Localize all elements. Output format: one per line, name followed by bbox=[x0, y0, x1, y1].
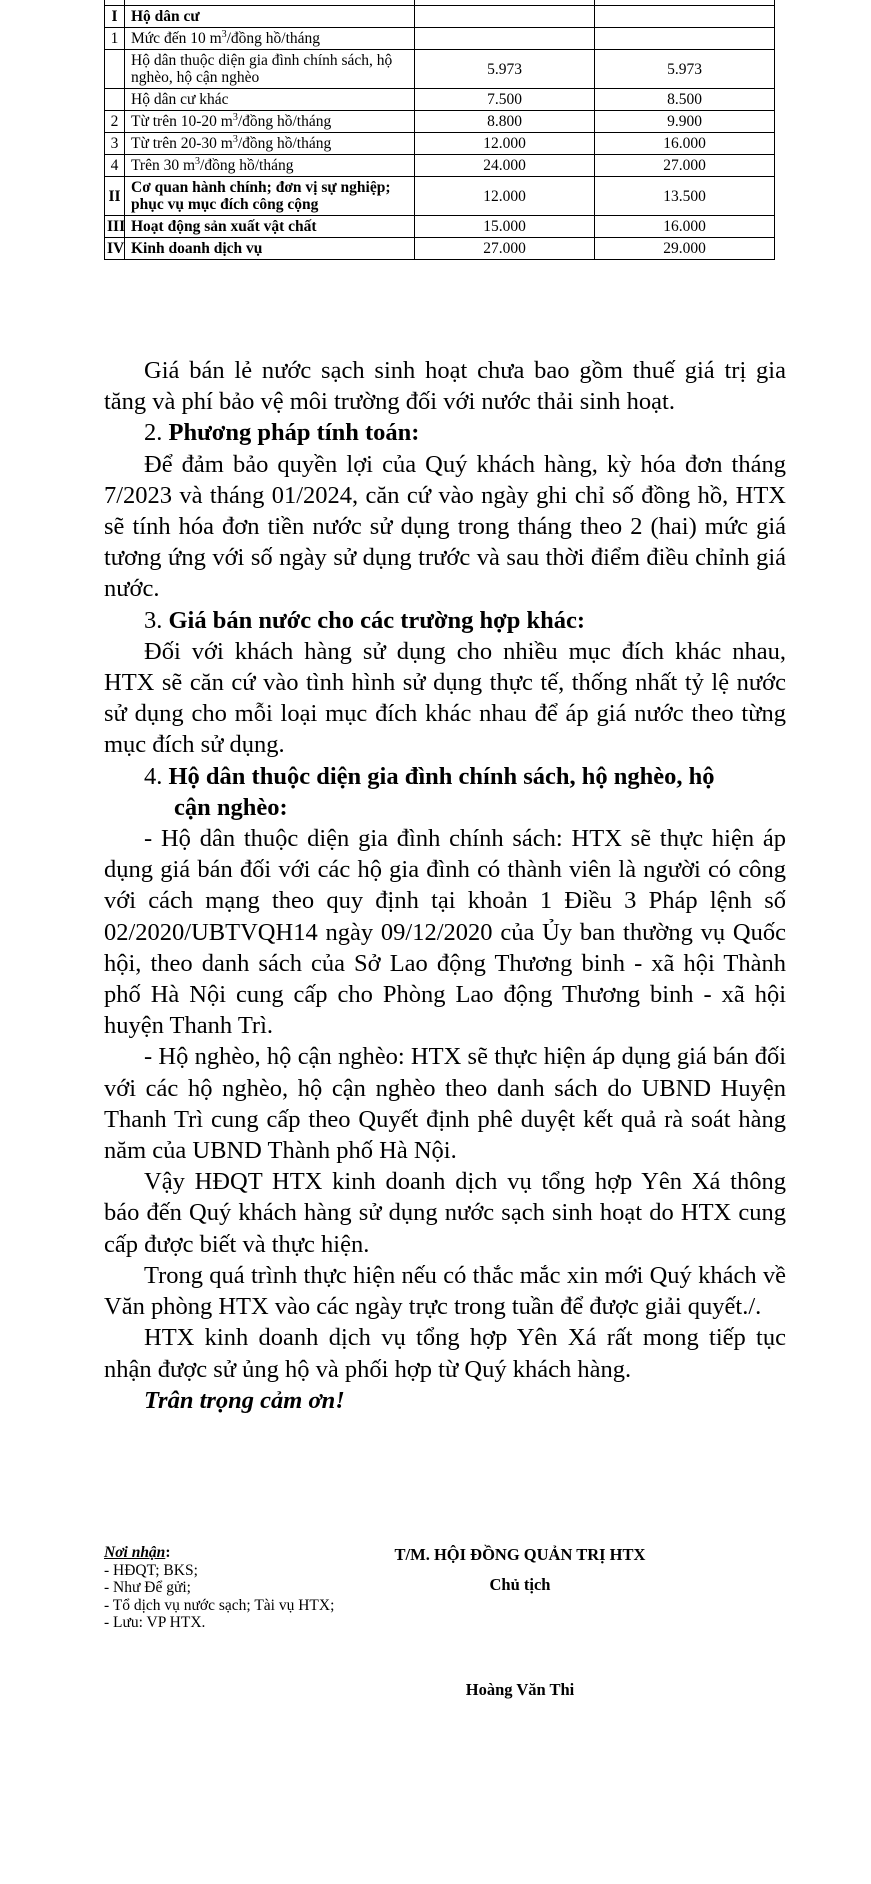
price-before: 12.000 bbox=[415, 177, 595, 216]
row-number: 1 bbox=[105, 28, 125, 50]
closing-paragraph-2: Trong quá trình thực hiện nếu có thắc mắc xin mới Quý khách về Văn phòng HTX vào các ngày trực trong tuần để được giải quyết./. bbox=[104, 1261, 786, 1321]
signature-org: T/M. HỘI ĐỒNG QUẢN TRỊ HTX bbox=[394, 1545, 646, 1564]
table-row bbox=[105, 216, 775, 238]
section-3-body: Đối với khách hàng sử dụng cho nhiều mục đích khác nhau, HTX sẽ căn cứ vào tình hình sử dụng thực tế, thống nhất tỷ lệ nước sử dụng cho mỗi loại mục đích khác nhau để áp giá nước theo từng mục đích sử dụng. bbox=[104, 637, 786, 759]
row-description: Hoạt động sản xuất vật chất bbox=[125, 216, 415, 238]
price-after: 5.973 bbox=[595, 50, 775, 89]
price-note: Giá bán lẻ nước sạch sinh hoạt chưa bao gồm thuế giá trị gia tăng và phí bảo vệ môi trường đối với nước thải sinh hoạt. bbox=[104, 357, 786, 416]
row-number bbox=[105, 89, 125, 111]
row-number: 2 bbox=[105, 111, 125, 133]
row-description: Hộ dân cư khác bbox=[125, 89, 415, 111]
row-description: Trên 30 $m^3$/đồng hồ/tháng bbox=[125, 155, 415, 177]
row-number: IV bbox=[105, 238, 125, 260]
price-after: 29.000 bbox=[595, 238, 775, 260]
price-after bbox=[595, 28, 775, 50]
closing-paragraph-1: Vậy HĐQT HTX kinh doanh dịch vụ tổng hợp Yên Xá thông báo đến Quý khách hàng sử dụng nước sạch sinh hoạt do HTX cung cấp được biết và thực hiện. bbox=[104, 1168, 786, 1258]
section-4-policy-paragraph: - Hộ dân thuộc diện gia đình chính sách: HTX sẽ thực hiện áp dụng giá bán đối với các hộ gia đình có thành viên là người có công với cách mạng theo quy định tại khoản 1 Điều 3 Pháp lệnh số 02/2020/UBTVQH14 ngày 09/12/2020 của Ủy ban thường vụ Quốc hội, theo danh sách của Sở Lao động Thương binh - xã hội Thành phố Hà Nội cung cấp cho Phòng Lao động Thương binh - xã hội huyện Thanh Trì. bbox=[104, 825, 786, 1040]
section-2-heading: 2. Phương pháp tính toán: bbox=[144, 419, 420, 447]
row-number: 4 bbox=[105, 155, 125, 177]
price-after bbox=[595, 6, 775, 28]
row-number: III bbox=[105, 216, 125, 238]
water-price-table bbox=[104, 0, 775, 260]
main-text bbox=[104, 355, 786, 1416]
row-description: Từ trên 20-30 $m^3$/đồng hồ/tháng bbox=[125, 133, 415, 155]
row-description: Kinh doanh dịch vụ bbox=[125, 238, 415, 260]
price-after: 13.500 bbox=[595, 177, 775, 216]
price-after: 9.900 bbox=[595, 111, 775, 133]
price-before: 12.000 bbox=[415, 133, 595, 155]
section-2-body: Để đảm bảo quyền lợi của Quý khách hàng, kỳ hóa đơn tháng 7/2023 và tháng 01/2024, căn cứ vào ngày ghi chỉ số đồng hồ, HTX sẽ tính hóa đơn tiền nước sử dụng trong tháng theo 2 (hai) mức giá tương ứng với số ngày sử dụng trước và sau thời điểm điều chỉnh giá nước. bbox=[104, 450, 786, 603]
section-4-poor-paragraph: - Hộ nghèo, hộ cận nghèo: HTX sẽ thực hiện áp dụng giá bán đối với các hộ nghèo, hộ cận nghèo theo danh sách do UBND Huyện Thanh Trì cung cấp theo Quyết định phê duyệt kết quả rà soát hàng năm của UBND Thành phố Hà Nội. bbox=[104, 1043, 786, 1165]
price-after: 27.000 bbox=[595, 155, 775, 177]
table-row bbox=[105, 111, 775, 133]
recipient-item: - Như Để gửi; bbox=[104, 1579, 191, 1596]
table-row bbox=[105, 133, 775, 155]
table-row bbox=[105, 238, 775, 260]
recipient-item: - Tổ dịch vụ nước sạch; Tài vụ HTX; bbox=[104, 1596, 335, 1614]
recipients-block bbox=[104, 1544, 334, 1632]
price-after: 16.000 bbox=[595, 216, 775, 238]
row-number: II bbox=[105, 177, 125, 216]
signer-name: Hoàng Văn Thi bbox=[465, 1680, 575, 1699]
table-row bbox=[105, 6, 775, 28]
price-after: 16.000 bbox=[595, 133, 775, 155]
row-description: Cơ quan hành chính; đơn vị sự nghiệp; phục vụ mục đích công cộng bbox=[125, 177, 415, 216]
row-description: Hộ dân thuộc diện gia đình chính sách, hộ nghèo, hộ cận nghèo bbox=[125, 50, 415, 89]
row-number bbox=[105, 50, 125, 89]
recipient-item: - Lưu: VP HTX. bbox=[104, 1614, 206, 1631]
thanks-line: Trân trọng cảm ơn! bbox=[144, 1386, 345, 1414]
price-before bbox=[415, 6, 595, 28]
price-before: 8.800 bbox=[415, 111, 595, 133]
price-after: 8.500 bbox=[595, 89, 775, 111]
price-before bbox=[415, 28, 595, 50]
row-description: Hộ dân cư bbox=[125, 6, 415, 28]
row-description: Từ trên 10-20 $m^3$/đồng hồ/tháng bbox=[125, 111, 415, 133]
closing-paragraph-3: HTX kinh doanh dịch vụ tổng hợp Yên Xá rất mong tiếp tục nhận được sử ủng hộ và phối hợp từ Quý khách hàng. bbox=[104, 1324, 786, 1383]
signature-role: Chủ tịch bbox=[489, 1575, 551, 1594]
price-before: 7.500 bbox=[415, 89, 595, 111]
recipients-title: Nơi nhận: bbox=[104, 1544, 171, 1561]
table-row bbox=[105, 155, 775, 177]
price-before: 15.000 bbox=[415, 216, 595, 238]
recipient-item: - HĐQT; BKS; bbox=[104, 1561, 198, 1579]
row-description: Mức đến 10 $m^3$/đồng hồ/tháng bbox=[125, 28, 415, 50]
table-row bbox=[105, 89, 775, 111]
row-number: I bbox=[105, 6, 125, 28]
price-before: 5.973 bbox=[415, 50, 595, 89]
table-row bbox=[105, 50, 775, 89]
row-number: 3 bbox=[105, 133, 125, 155]
table-row bbox=[105, 28, 775, 50]
table-row bbox=[105, 177, 775, 216]
price-before: 24.000 bbox=[415, 155, 595, 177]
section-4-heading: 4. Hộ dân thuộc diện gia đình chính sách, hộ nghèo, hộ cận nghèo: bbox=[144, 762, 715, 821]
section-3-heading: 3. Giá bán nước cho các trường hợp khác: bbox=[144, 606, 586, 634]
price-before: 27.000 bbox=[415, 238, 595, 260]
